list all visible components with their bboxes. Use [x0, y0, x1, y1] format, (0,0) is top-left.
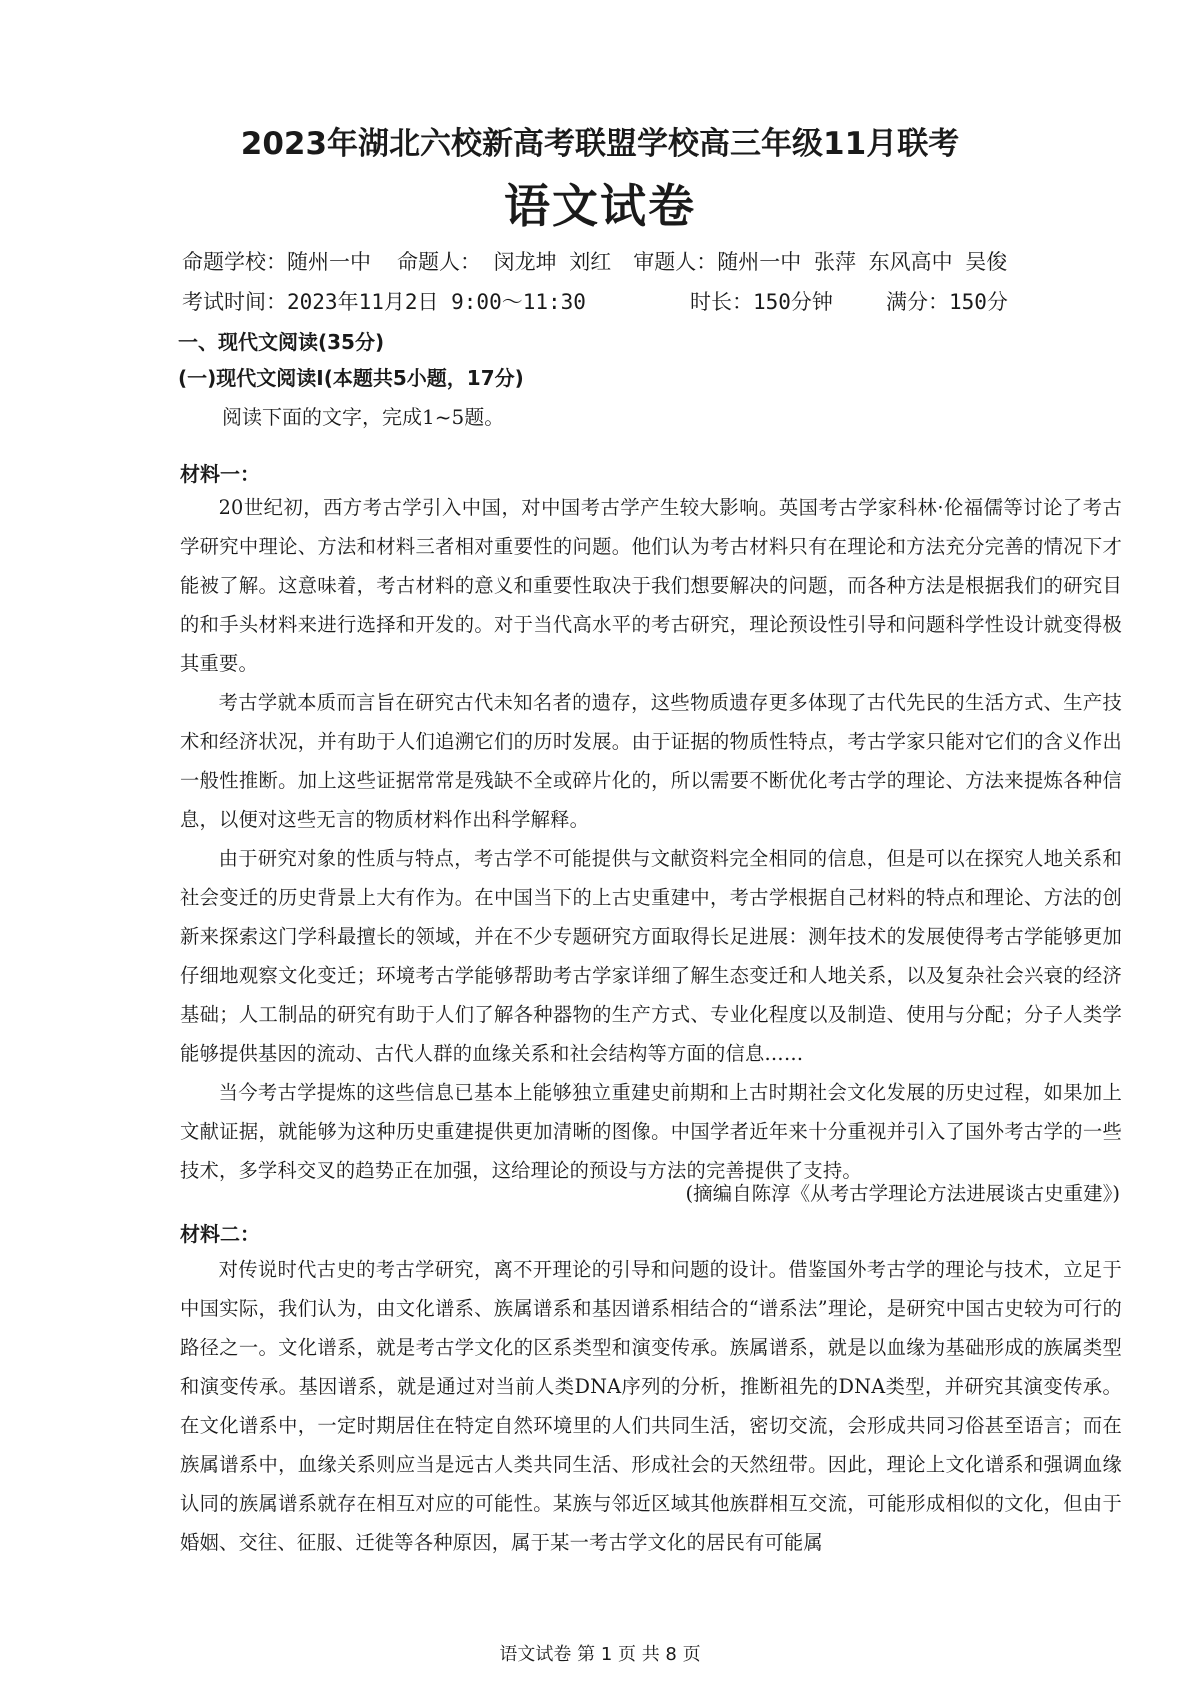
paragraph: 考古学就本质而言旨在研究古代未知名者的遗存，这些物质遗存更多体现了古代先民的生活方式、生产技术和经济状况，并有助于人们追溯它们的历时发展。由于证据的物质性特点，考古学家只能对它们的含义作出一般性推断。加上这些证据常常是残缺不全或碎片化的，所以需要不断优化考古学的理论、方法来提炼各种信息，以便对这些无言的物质材料作出科学解释。	[180, 691, 1122, 831]
paragraph: 对传说时代古史的考古学研究，离不开理论的引导和问题的设计。借鉴国外考古学的理论与技术，立足于中国实际，我们认为，由文化谱系、族属谱系和基因谱系相结合的“谱系法”理论，是研究中国古史较为可行的路径之一。文化谱系，就是考古学文化的区系类型和演变传承。族属谱系，就是以血缘为基础形成的族属类型和演变传承。基因谱系，就是通过对当前人类DNA序列的分析，推断祖先的DNA类型，并研究其演变传承。在文化谱系中，一定时期居住在特定自然环境里的人们共同生活，密切交流，会形成共同习俗甚至语言；而在族属谱系中，血缘关系则应当是远古人类共同生活、形成社会的天然纽带。因此，理论上文化谱系和强调血缘认同的族属谱系就存在相互对应的可能性。某族与邻近区域其他族群相互交流，可能形成相似的文化，但由于婚姻、交往、征服、迁徙等各种原因，属于某一考古学文化的居民有可能属	[180, 1258, 1122, 1554]
reading-instruction: 阅读下面的文字，完成1~5题。	[222, 405, 505, 429]
material-one-source: (摘编自陈淳《从考古学理论方法进展谈古史重建》)	[685, 1182, 1120, 1205]
page-footer: 语文试卷 第 1 页 共 8 页	[499, 1644, 701, 1665]
subject-title: 语文试卷	[504, 179, 696, 233]
exam-time: 考试时间：2023年11月2日 9:00～11:30	[182, 290, 586, 314]
exam-duration: 时长：150分钟	[690, 290, 833, 314]
exam-title: 2023年湖北六校新高考联盟学校高三年级11月联考	[240, 126, 960, 162]
material-two-label: 材料二：	[180, 1222, 260, 1246]
question-setter: 命题人： 闵龙坤 刘红	[397, 250, 612, 274]
paragraph: 20世纪初，西方考古学引入中国，对中国考古学产生较大影响。英国考古学家科林·伦福儒等讨论了考古学研究中理论、方法和材料三者相对重要性的问题。他们认为考古材料只有在理论和方法充分完善的情况下才能被了解。这意味着，考古材料的意义和重要性取决于我们想要解决的问题，而各种方法是根据我们的研究目的和手头材料来进行选择和开发的。对于当代高水平的考古研究，理论预设性引导和问题科学性设计就变得极其重要。	[180, 496, 1122, 675]
part-heading: 一、现代文阅读(35分)	[178, 330, 385, 354]
meta-row-authors	[182, 246, 1007, 276]
meta-row-schedule	[182, 286, 1008, 316]
reviewer: 审题人：随州一中 张萍 东风高中 吴俊	[633, 250, 1008, 274]
paragraph: 当今考古学提炼的这些信息已基本上能够独立重建史前期和上古时期社会文化发展的历史过程，如果加上文献证据，就能够为这种历史重建提供更加清晰的图像。中国学者近年来十分重视并引入了国外考古学的一些技术，多学科交叉的趋势正在加强，这给理论的预设与方法的完善提供了支持。	[180, 1081, 1122, 1182]
paragraph: 由于研究对象的性质与特点，考古学不可能提供与文献资料完全相同的信息，但是可以在探究人地关系和社会变迁的历史背景上大有作为。在中国当下的上古史重建中，考古学根据自己材料的特点和理论、方法的创新来探索这门学科最擅长的领域，并在不少专题研究方面取得长足进展：测年技术的发展使得考古学能够更加仔细地观察文化变迁；环境考古学能够帮助考古学家详细了解生态变迁和人地关系，以及复杂社会兴衰的经济基础；人工制品的研究有助于人们了解各种器物的生产方式、专业化程度以及制造、使用与分配；分子人类学能够提供基因的流动、古代人群的血缘关系和社会结构等方面的信息……	[180, 847, 1122, 1065]
setting-school: 命题学校：随州一中	[182, 250, 371, 274]
full-score: 满分：150分	[886, 290, 1008, 314]
material-one-label: 材料一：	[180, 462, 260, 486]
sub-section-heading: (一)现代文阅读Ⅰ(本题共5小题，17分)	[178, 366, 524, 390]
